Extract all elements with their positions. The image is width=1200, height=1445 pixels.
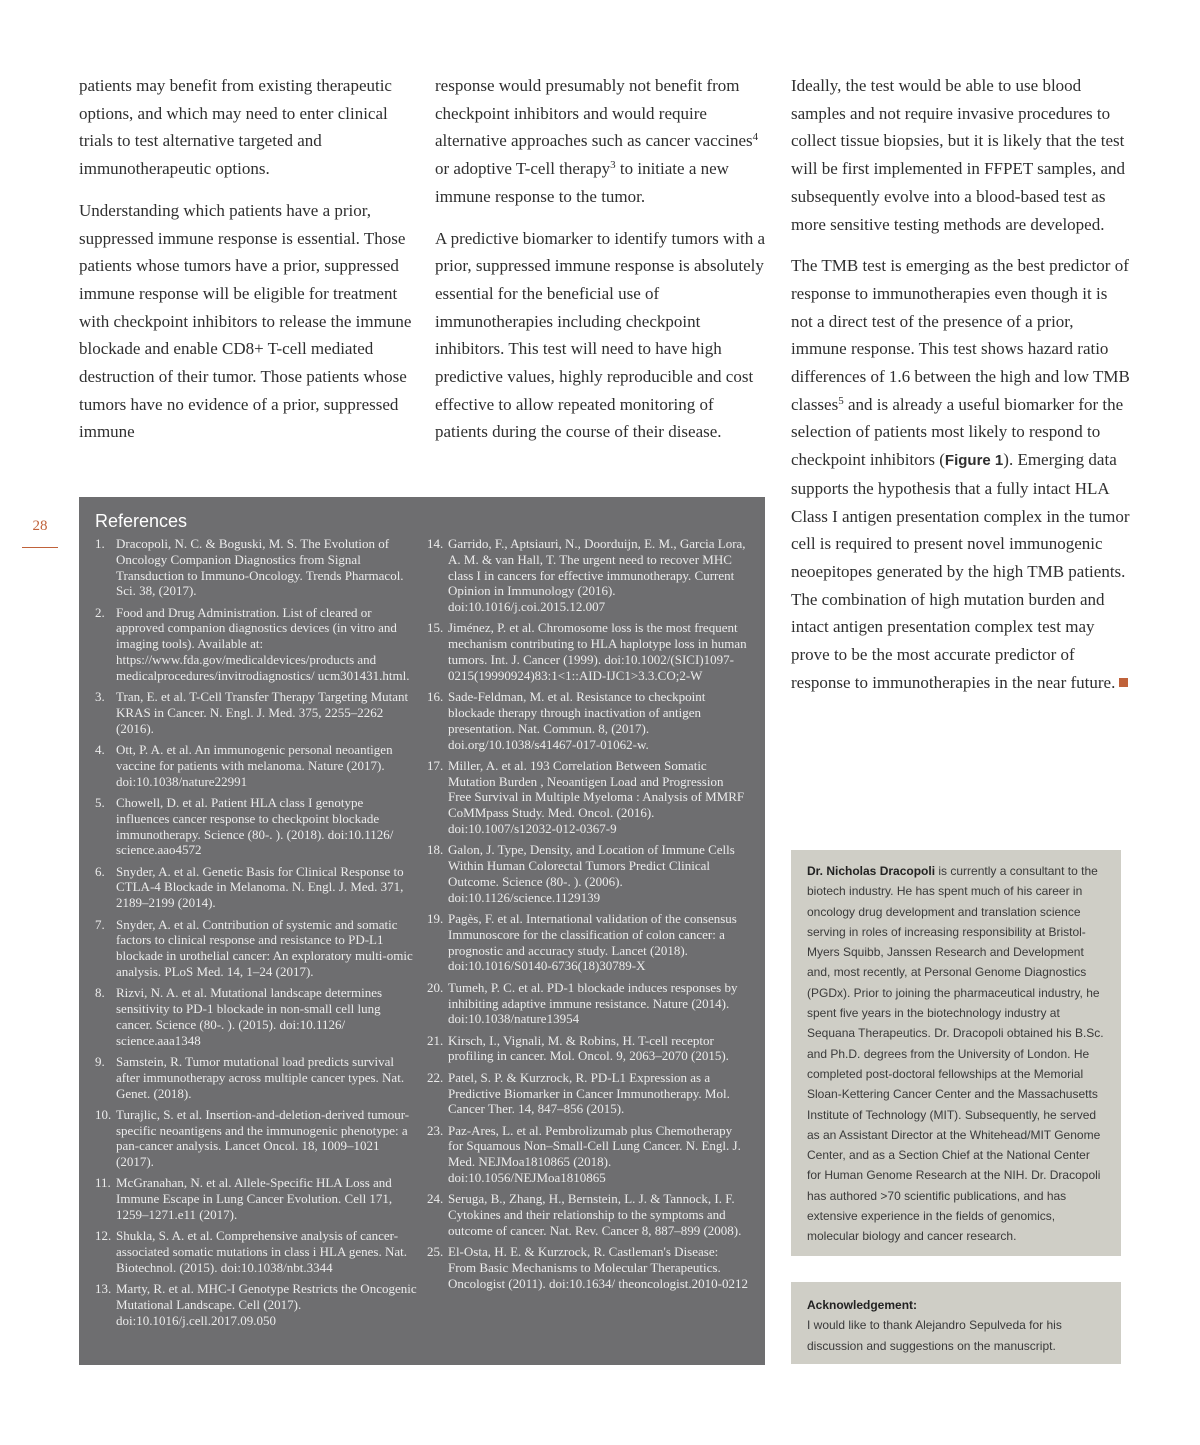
reference-number: 16. [427,689,444,705]
reference-number: 22. [427,1069,444,1085]
reference-item [427,620,749,683]
reference-number: 19. [427,911,444,927]
reference-item [95,536,417,599]
page-number-rule [22,547,58,548]
reference-number: 25. [427,1244,444,1260]
reference-item [95,985,417,1048]
body-column-2 [435,72,770,460]
reference-number: 10. [95,1106,112,1122]
reference-number: 18. [427,842,444,858]
reference-text: Garrido, F., Aptsiauri, N., Doorduijn, E. M., Garcia Lora, A. M. & van Hall, T. The urgent need to recover MHC class I in cancers for effective immunotherapy. Current Opinion in Immunology (2016). doi:10.1016/j.coi.2015.12.007 [448,536,746,615]
reference-text: Sade-Feldman, M. et al. Resistance to checkpoint blockade therapy through inactivation of antigen presentation. Nat. Commun. 8, (2017). doi.org/10.1038/s41467-017-01062-w. [448,689,706,752]
author-name: Dr. Nicholas Dracopoli [807,864,936,878]
end-of-article-mark [1119,678,1128,687]
reference-text: Samstein, R. Tumor mutational load predicts survival after immunotherapy across multiple cancer types. Nat. Genet. (2018). [116,1053,405,1101]
reference-text: Marty, R. et al. MHC-I Genotype Restricts the Oncogenic Mutational Landscape. Cell (2017). doi:10.1016/j.cell.2017.09.050 [116,1281,417,1328]
reference-number: 13. [95,1281,112,1297]
reference-text: Kirsch, I., Vignali, M. & Robins, H. T-cell receptor profiling in cancer. Mol. Oncol. 9, 2063–2070 (2015). [448,1032,729,1064]
reference-item [427,1123,749,1186]
paragraph: patients may benefit from existing therapeutic options, and which may need to enter clinical trials to test alternative targeted and immunotherapeutic options. [79,76,392,179]
paragraph: Understanding which patients have a prior, suppressed immune response is essential. Those patients whose tumors have a prior, suppressed immune response will be eligible for treatment with checkpoint inhibitors to release the immune blockade and enable CD8+ T-cell mediated destruction of their tumor. Those patients whose tumors have no evidence of a prior, suppressed immune [79,200,412,442]
reference-text: Chowell, D. et al. Patient HLA class I genotype influences cancer response to checkpoint blockade immunotherapy. Science (80-. ). (2018). doi:10.1126/ science.aao4572 [116,794,394,858]
reference-text: Seruga, B., Zhang, H., Bernstein, L. J. & Tannock, I. F. Cytokines and their relationship to the symptoms and outcome of cancer. Nat. Rev. Cancer 8, 887–899 (2008). [448,1191,742,1238]
reference-item [95,742,417,789]
reference-text: Tumeh, P. C. et al. PD-1 blockade induces responses by inhibiting adaptive immune resistance. Nature (2014). doi:10.1038/nature13954 [448,979,738,1027]
reference-number: 12. [95,1228,112,1244]
reference-number: 21. [427,1032,444,1048]
reference-text: McGranahan, N. et al. Allele-Specific HLA Loss and Immune Escape in Lung Cancer Evolution. Cell 171, 1259–1271.e11 (2017). [116,1175,393,1223]
reference-item [427,1070,749,1117]
reference-text: Turajlic, S. et al. Insertion-and-deletion-derived tumour-specific neoantigens and the immunogenic phenotype: a pan-cancer analysis. Lancet Oncol. 18, 1009–1021 (2017). [116,1106,410,1170]
reference-item [427,842,749,905]
reference-text: Rizvi, N. A. et al. Mutational landscape determines sensitivity to PD-1 blockade in non-small cell lung cancer. Science (80-. ). (2015). doi:10.1126/ science.aaa1348 [116,985,383,1048]
references-column-left [95,536,417,1334]
reference-number: 7. [95,916,105,932]
reference-number: 5. [95,794,105,810]
reference-text: Food and Drug Administration. List of cleared or approved companion diagnostics devices (in vitro and imaging tools). Available at: https://www.fda.gov/medicaldevices/products and medicalprocedures/invitrodiagnostics/ ucm301431.html. [116,604,410,683]
reference-number: 23. [427,1122,444,1138]
reference-number: 14. [427,536,444,551]
reference-item [427,980,749,1027]
reference-number: 1. [95,536,105,551]
reference-text: Pagès, F. et al. International validation of the consensus Immunoscore for the classification of colon cancer: a prognostic and accuracy study. Lancet (2018). doi:10.1016/S0140-6736(18)30789-X [448,911,737,974]
reference-number: 2. [95,604,105,620]
reference-text: Miller, A. et al. 193 Correlation Between Somatic Mutation Burden , Neoantigen Load and Progression Free Survival in Multiple Myeloma : Analysis of MMRF CoMMpass Study. Med. Oncol. (2016). doi:10.1007/s12032-012-0367-9 [448,757,745,837]
reference-item [95,1107,417,1170]
reference-item [95,1175,417,1222]
reference-item [427,1244,749,1291]
paragraph: The TMB test is emerging as the best predictor of response to immunotherapies even though it is not a direct test of the presence of a prior, immune response. This test shows hazard ratio differences of 1.6 between the high and low TMB classes$^5$ and is already a useful biomarker for the selection of patients most likely to respond to checkpoint inhibitors (Figure 1). Emerging data supports the hypothesis that a fully intact HLA Class I antigen presentation complex in the tumor cell is required to present novel immunogenic neoepitopes generated by the high TMB patients. [791,256,1130,581]
reference-number: 4. [95,742,105,758]
reference-text: Tran, E. et al. T-Cell Transfer Therapy Targeting Mutant KRAS in Cancer. N. Engl. J. Med. 375, 2255–2262 (2016). [116,689,409,736]
page-number: 28 [32,518,48,534]
body-column-3 [791,72,1131,710]
paragraph: The combination of high mutation burden and intact antigen presentation complex test may prove to be the most accurate predictor of response to immunotherapies in the near future. [791,586,1131,697]
reference-number: 17. [427,757,444,773]
reference-item [95,1228,417,1275]
reference-item [427,689,749,752]
references-title: References [95,511,188,531]
reference-item [95,917,417,980]
reference-text: Snyder, A. et al. Contribution of systemic and somatic factors to clinical response and resistance to PD-L1 blockade in urothelial cancer: An exploratory multi-omic analysis. PLoS Med. 14, 1–24 (2017). [116,916,413,979]
reference-item [427,536,749,615]
reference-number: 11. [95,1175,111,1191]
paragraph: response would presumably not benefit from checkpoint inhibitors and would require alternative approaches such as cancer vaccines$^4$ or adoptive T-cell therapy$^3$ to initiate a new immune response to the tumor. [435,76,759,206]
reference-number: 15. [427,620,444,636]
reference-text: Patel, S. P. & Kurzrock, R. PD-L1 Expression as a Predictive Biomarker in Cancer Immunotherapy. Mol. Cancer Ther. 14, 847–856 (2015). [448,1069,730,1117]
references-column-right [427,536,749,1334]
reference-item [95,1281,417,1328]
reference-text: Dracopoli, N. C. & Boguski, M. S. The Evolution of Oncology Companion Diagnostics from Signal Transduction to Immuno-Oncology. Trends Pharmacol. Sci. 38, (2017). [116,536,404,599]
reference-number: 8. [95,985,105,1001]
reference-text: El-Osta, H. E. & Kurzrock, R. Castleman's Disease: From Basic Mechanisms to Molecular Therapeutics. Oncologist (2011). doi:10.1634/ theoncologist.2010-0212 [448,1244,748,1291]
reference-text: Jiménez, P. et al. Chromosome loss is the most frequent mechanism contributing to HLA haplotype loss in human tumors. Int. J. Cancer (1999). doi:10.1002/(SICI)1097-0215(19990924)83:1<1::AID-IJC1>3.3.CO;2-W [448,620,747,683]
citation-superscript: 4 [752,131,759,144]
reference-item [95,1054,417,1101]
reference-item [95,864,417,911]
reference-text: Ott, P. A. et al. An immunogenic personal neoantigen vaccine for patients with melanoma. Nature (2017). doi:10.1038/nature22991 [116,742,393,789]
reference-number: 24. [427,1191,444,1207]
reference-number: 6. [95,863,105,879]
author-bio-text: is currently a consultant to the biotech industry. He has spent much of his career in oncology drug development and translation science serving in roles of increasing responsibility at Bristol-Myers Squibb, Janssen Research and Development and, most recently, at Personal Genome Diagnostics (PGDx). Prior to joining the pharmaceutical industry, he spent five years in the biotechnology industry at Sequana Therapeutics. Dr. Dracopoli obtained his B.Sc. and Ph.D. degrees from the University of London. He completed post-doctoral fellowships at the Memorial Sloan-Kettering Cancer Center and the Massachusetts Institute of Technology (MIT). Subsequently, he served as an Assistant Director at the Whitehead/MIT Genome Center, and as a Section Chief at the National Center for Human Genome Research at the NIH. Dr. Dracopoli has authored >70 scientific publications, and has extensive experience in the fields of genomics, molecular biology and cancer research. [807,864,1104,1244]
reference-item [427,1191,749,1238]
reference-text: Shukla, S. A. et al. Comprehensive analysis of cancer-associated somatic mutations in class i HLA genes. Nat. Biotechnol. (2015). doi:10.1038/nbt.3344 [116,1228,407,1275]
reference-item [427,758,749,837]
reference-item [427,911,749,974]
reference-text: Galon, J. Type, Density, and Location of Immune Cells Within Human Colorectal Tumors Predict Clinical Outcome. Science (80-. ). (2006). doi:10.1126/science.1129139 [448,842,735,905]
reference-number: 9. [95,1053,105,1069]
citation-superscript: 3 [610,159,616,172]
author-bio-box [791,850,1121,1256]
reference-text: Snyder, A. et al. Genetic Basis for Clinical Response to CTLA-4 Blockade in Melanoma. N. Engl. J. Med. 371, 2189–2199 (2014). [116,863,404,911]
reference-item [95,795,417,858]
reference-item [95,605,417,684]
paragraph: Ideally, the test would be able to use blood samples and not require invasive procedures to collect tissue biopsies, but it is likely that the test will be first implemented in FFPET samples, and subsequently evolve into a blood-based test as more sensitive testing methods are developed. [791,76,1125,234]
reference-number: 20. [427,979,444,995]
acknowledgement-text: I would like to thank Alejandro Sepulveda for his discussion and suggestions on the manuscript. [807,1318,1062,1353]
citation-superscript: 5 [838,394,844,407]
acknowledgement-box [791,1282,1121,1364]
reference-item [95,689,417,736]
references-panel [79,497,765,1365]
reference-number: 3. [95,689,105,705]
paragraph: A predictive biomarker to identify tumors with a prior, suppressed immune response is absolutely essential for the beneficial use of immunotherapies including checkpoint inhibitors. This test will need to have high predictive values, highly reproducible and cost effective to allow repeated monitoring of patients during the course of their disease. [435,228,766,442]
figure-reference[interactable]: Figure 1 [944,452,1004,470]
reference-item [427,1033,749,1065]
reference-text: Paz-Ares, L. et al. Pembrolizumab plus Chemotherapy for Squamous Non–Small-Cell Lung Cancer. N. Engl. J. Med. NEJMoa1810865 (2018). doi:10.1056/NEJMoa1810865 [448,1122,741,1185]
body-column-1 [79,72,414,460]
acknowledgement-title: Acknowledgement: [807,1298,918,1312]
